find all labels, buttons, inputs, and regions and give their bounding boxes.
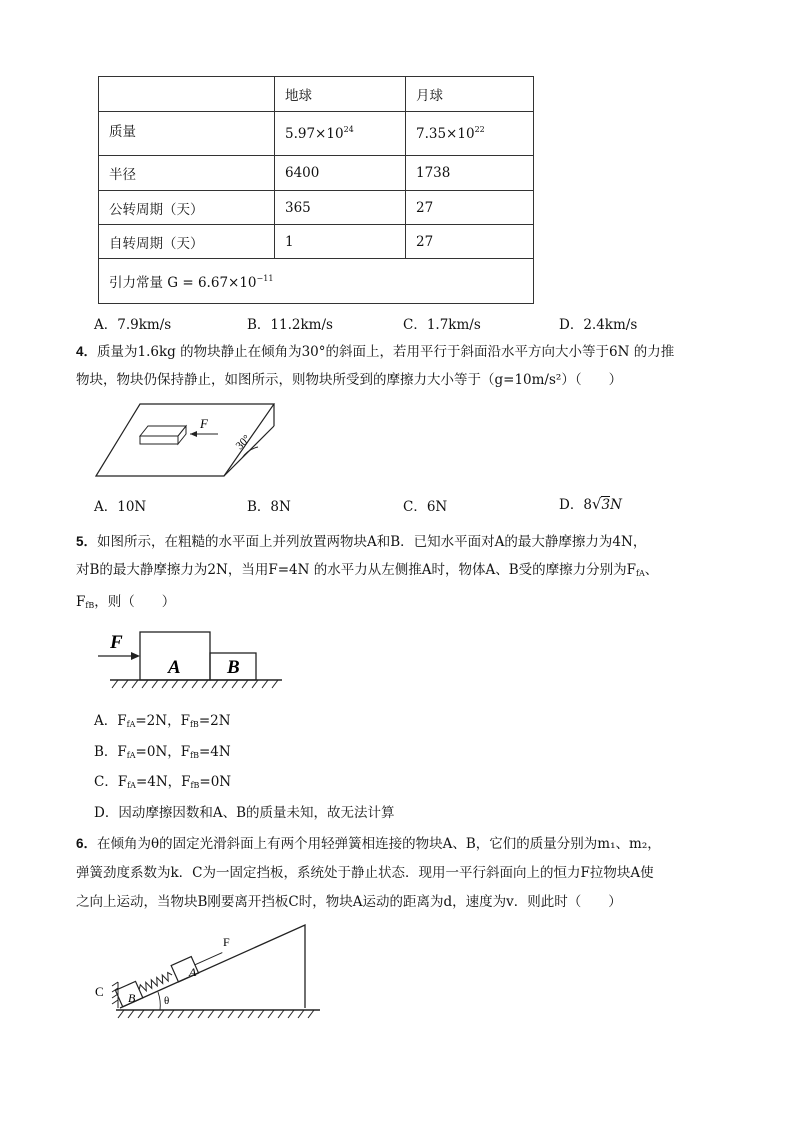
planet-data-table <box>98 76 534 304</box>
table-cell-earth-mass <box>275 112 406 156</box>
q4-arrowhead <box>190 431 197 437</box>
q5-option-text: A．F <box>94 713 127 729</box>
q6-force-line <box>195 953 222 965</box>
q4-force-label: F <box>200 416 208 431</box>
table-row-mass <box>99 112 534 156</box>
q5-arrowhead <box>131 652 140 660</box>
table-cell-moon-mass <box>406 112 534 156</box>
table-row-radius <box>99 156 534 191</box>
q5-option-text: =2N，F <box>135 713 190 729</box>
q4-number: 4． <box>76 344 98 359</box>
q5-text-2-sub: fA <box>635 569 645 578</box>
q3-option-b: B．11.2km/s <box>247 317 333 333</box>
q5-option-c <box>94 770 231 790</box>
q6-text-3: 之向上运动，当物块B刚要离开挡板C时，物块A运动的距离为d，速度为v．则此时（ ） <box>76 894 622 910</box>
q5-option-text: =4N，F <box>135 774 191 790</box>
q5-option-text: =2N <box>198 713 231 729</box>
q5-ground-hatching <box>112 680 278 688</box>
q4-incline-figure <box>90 400 280 480</box>
table-cell: 27 <box>406 225 534 259</box>
q4-option-b: B．8N <box>247 499 291 515</box>
q5-option-text: =0N，F <box>135 744 191 760</box>
table-cell: 365 <box>275 191 406 225</box>
q5-text-2: 对B的最大静摩擦力为2N，当用F=4N 的水平力从左侧推A时，物体A、B受的摩擦力分别为F <box>76 562 636 578</box>
q4-block <box>140 426 186 444</box>
q5-stem <box>76 528 706 620</box>
q5-text-3-sub: fB <box>85 601 95 610</box>
table-header-cell <box>99 77 275 112</box>
earth-mass-exp: 24 <box>343 125 354 134</box>
q5-text-3: F <box>76 594 86 610</box>
q5-option-sub: fB <box>190 751 199 760</box>
q5-number: 5． <box>76 534 98 549</box>
q5-option-text: =4N <box>198 744 231 760</box>
table-header-moon: 月球 <box>406 77 534 112</box>
q6-text-1: 在倾角为θ的固定光滑斜面上有两个用轻弹簧相连接的物块A、B，它们的质量分别为m₁、m₂， <box>97 836 661 852</box>
table-row-rotation <box>99 225 534 259</box>
q5-option-d: D．因动摩擦因数和A、B的质量未知，故无法计算 <box>94 805 395 821</box>
q5-option-text: B．F <box>94 744 127 760</box>
table-cell: 6400 <box>275 156 406 191</box>
table-row-label: 半径 <box>99 156 275 191</box>
moon-mass-exp: 22 <box>474 125 485 134</box>
q5-text-1: 如图所示，在粗糙的水平面上并列放置两物块A和B．已知水平面对A的最大静摩擦力为4N， <box>97 534 647 550</box>
table-row-label: 自转周期（天） <box>99 225 275 259</box>
table-cell: 27 <box>406 191 534 225</box>
q5-option-text: =0N <box>199 774 232 790</box>
q6-label-theta: θ <box>164 995 170 1007</box>
q6-number: 6． <box>76 836 98 851</box>
table-row-label: 公转周期（天） <box>99 191 275 225</box>
q4-stem <box>76 338 706 394</box>
q6-text-2: 弹簧劲度系数为k．C为一固定挡板，系统处于静止状态．现用一平行斜面向上的恒力F拉物块A使 <box>76 865 654 881</box>
q4-angle-label: 30° <box>233 432 254 453</box>
q5-option-b <box>94 740 231 760</box>
table-footer-cell <box>99 259 534 304</box>
table-row-label: 质量 <box>99 112 275 156</box>
sqrt-icon: √ <box>591 495 602 513</box>
table-cell: 1 <box>275 225 406 259</box>
table-row-orbit <box>99 191 534 225</box>
q5-option-text: C．F <box>94 774 128 790</box>
q4-text-1: 质量为1.6kg 的物块静止在倾角为30°的斜面上，若用平行于斜面沿水平方向大小等于6N 的力推 <box>97 344 675 360</box>
q5-option-a <box>94 709 231 729</box>
q5-label-a: A <box>168 657 181 678</box>
q5-text-3-end: ，则（ ） <box>94 594 176 610</box>
q3-option-a: A．7.9km/s <box>94 317 172 333</box>
q6-stem <box>76 829 716 917</box>
q5-force-label: F <box>110 632 123 653</box>
q6-incline <box>120 925 305 1008</box>
q4-option-a: A．10N <box>94 499 147 515</box>
q6-label-c: C <box>95 984 104 999</box>
table-row-gravity <box>99 259 534 304</box>
q5-blocks-figure <box>96 622 286 690</box>
q4-text-2: 物块，物块仍保持静止，如图所示，则物块所受到的摩擦力大小等于（g=10m/s²）（ ） <box>76 372 623 388</box>
q4-option-d-root: 3 <box>601 497 611 513</box>
gravity-constant: 引力常量 G = 6.67×10 <box>109 275 257 291</box>
gravity-exp: −11 <box>256 274 274 283</box>
q3-option-c: C．1.7km/s <box>403 317 481 333</box>
q6-label-b: B <box>128 991 136 1005</box>
q5-text-2-end: 、 <box>644 562 659 578</box>
q6-incline-figure <box>90 920 330 1025</box>
q4-option-c: C．6N <box>403 499 448 515</box>
q5-option-sub: fB <box>190 781 200 790</box>
q4-option-d-prefix: D．8 <box>559 497 592 513</box>
table-cell: 1738 <box>406 156 534 191</box>
table-header-row <box>99 77 534 112</box>
q4-option-d-unit: N <box>610 497 622 513</box>
q6-spring <box>138 971 174 993</box>
q3-option-d: D．2.4km/s <box>559 317 638 333</box>
earth-mass-base: 5.97×10 <box>285 126 344 142</box>
table-header-earth: 地球 <box>275 77 406 112</box>
q6-label-a: A <box>189 965 197 979</box>
q5-option-sub: fA <box>126 751 136 760</box>
q4-option-d <box>559 493 622 513</box>
q5-option-sub: fB <box>189 720 199 729</box>
q5-option-sub: fA <box>126 720 136 729</box>
q6-label-f: F <box>223 935 230 949</box>
q5-label-b: B <box>227 657 240 678</box>
q6-ground-hatching <box>118 1010 314 1018</box>
moon-mass-base: 7.35×10 <box>416 126 475 142</box>
q5-option-sub: fA <box>127 781 136 790</box>
